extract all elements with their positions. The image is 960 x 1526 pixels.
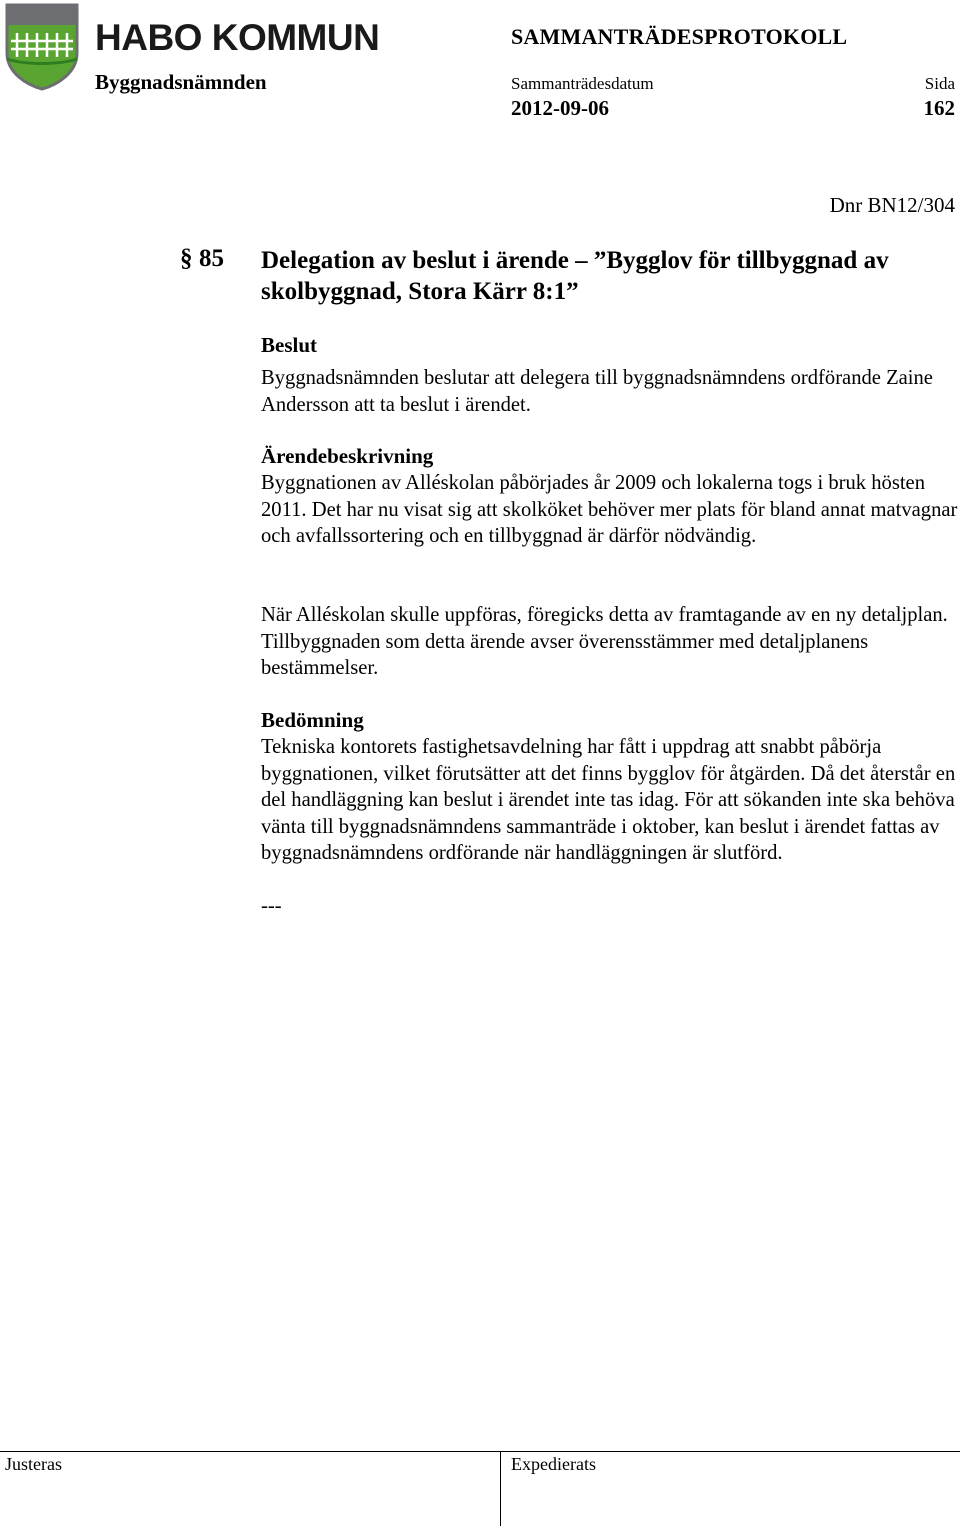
bedomning-heading: Bedömning [261,708,364,732]
bedomning-text: Tekniska kontorets fastighetsavdelning har fått i uppdrag att snabbt påbörja byggnationen, vilket förutsätter att det finns bygglov för åtgärden. Då det återstår en del handläggning kan beslut i ärendet inte tas idag. För att sökanden inte ska behöva vänta till byggnadsnämndens sammanträde i oktober, kan beslut i ärendet fattas av byggnadsnämndens ordförande när handläggningen är slutförd. [261,736,956,864]
paragraph-sign: § [180,245,193,272]
beslut-heading: Beslut [261,333,318,357]
arendebeskrivning-heading: Ärendebeskrivning [261,444,434,468]
page-label: Sida [924,74,955,93]
page-number: 162 [923,96,955,120]
justeras-label: Justeras [5,1454,62,1474]
document-type-title: SAMMANTRÄDESPROTOKOLL [511,24,848,49]
footer-divider [500,1451,501,1526]
coat-of-arms-icon [5,3,79,91]
paragraph-number: 85 [199,245,224,272]
beslut-text: Byggnadsnämnden beslutar att delegera till byggnadsnämndens ordförande Zaine Andersson att ta beslut i ärendet. [261,367,933,416]
meeting-date-value: 2012-09-06 [511,96,609,120]
committee-name: Byggnadsnämnden [95,70,267,94]
logo-wordmark: HABO KOMMUN [95,17,380,58]
arendebeskrivning-text-2: När Alléskolan skulle uppföras, föregicks detta av framtagande av en ny detaljplan. Tillbyggnaden som detta ärende avser överensstämmer med detaljplanens bestämmelser. [261,604,948,679]
footer-rule [0,1451,960,1452]
end-marker: --- [261,895,282,917]
meeting-date-label: Sammanträdesdatum [511,74,654,93]
case-title: Delegation av beslut i ärende – ”Bygglov för tillbyggnad av skolbyggnad, Stora Kärr 8:1” [261,247,889,305]
arendebeskrivning-text-1: Byggnationen av Alléskolan påbörjades år 2009 och lokalerna togs i bruk hösten 2011. Det har nu visat sig att skolköket behöver mer plats för bland annat matvagnar och avfallssortering och en tillbyggnad är därför nödvändig. [261,472,958,547]
diary-number: Dnr BN12/304 [829,193,955,217]
expedierats-label: Expedierats [511,1454,596,1474]
